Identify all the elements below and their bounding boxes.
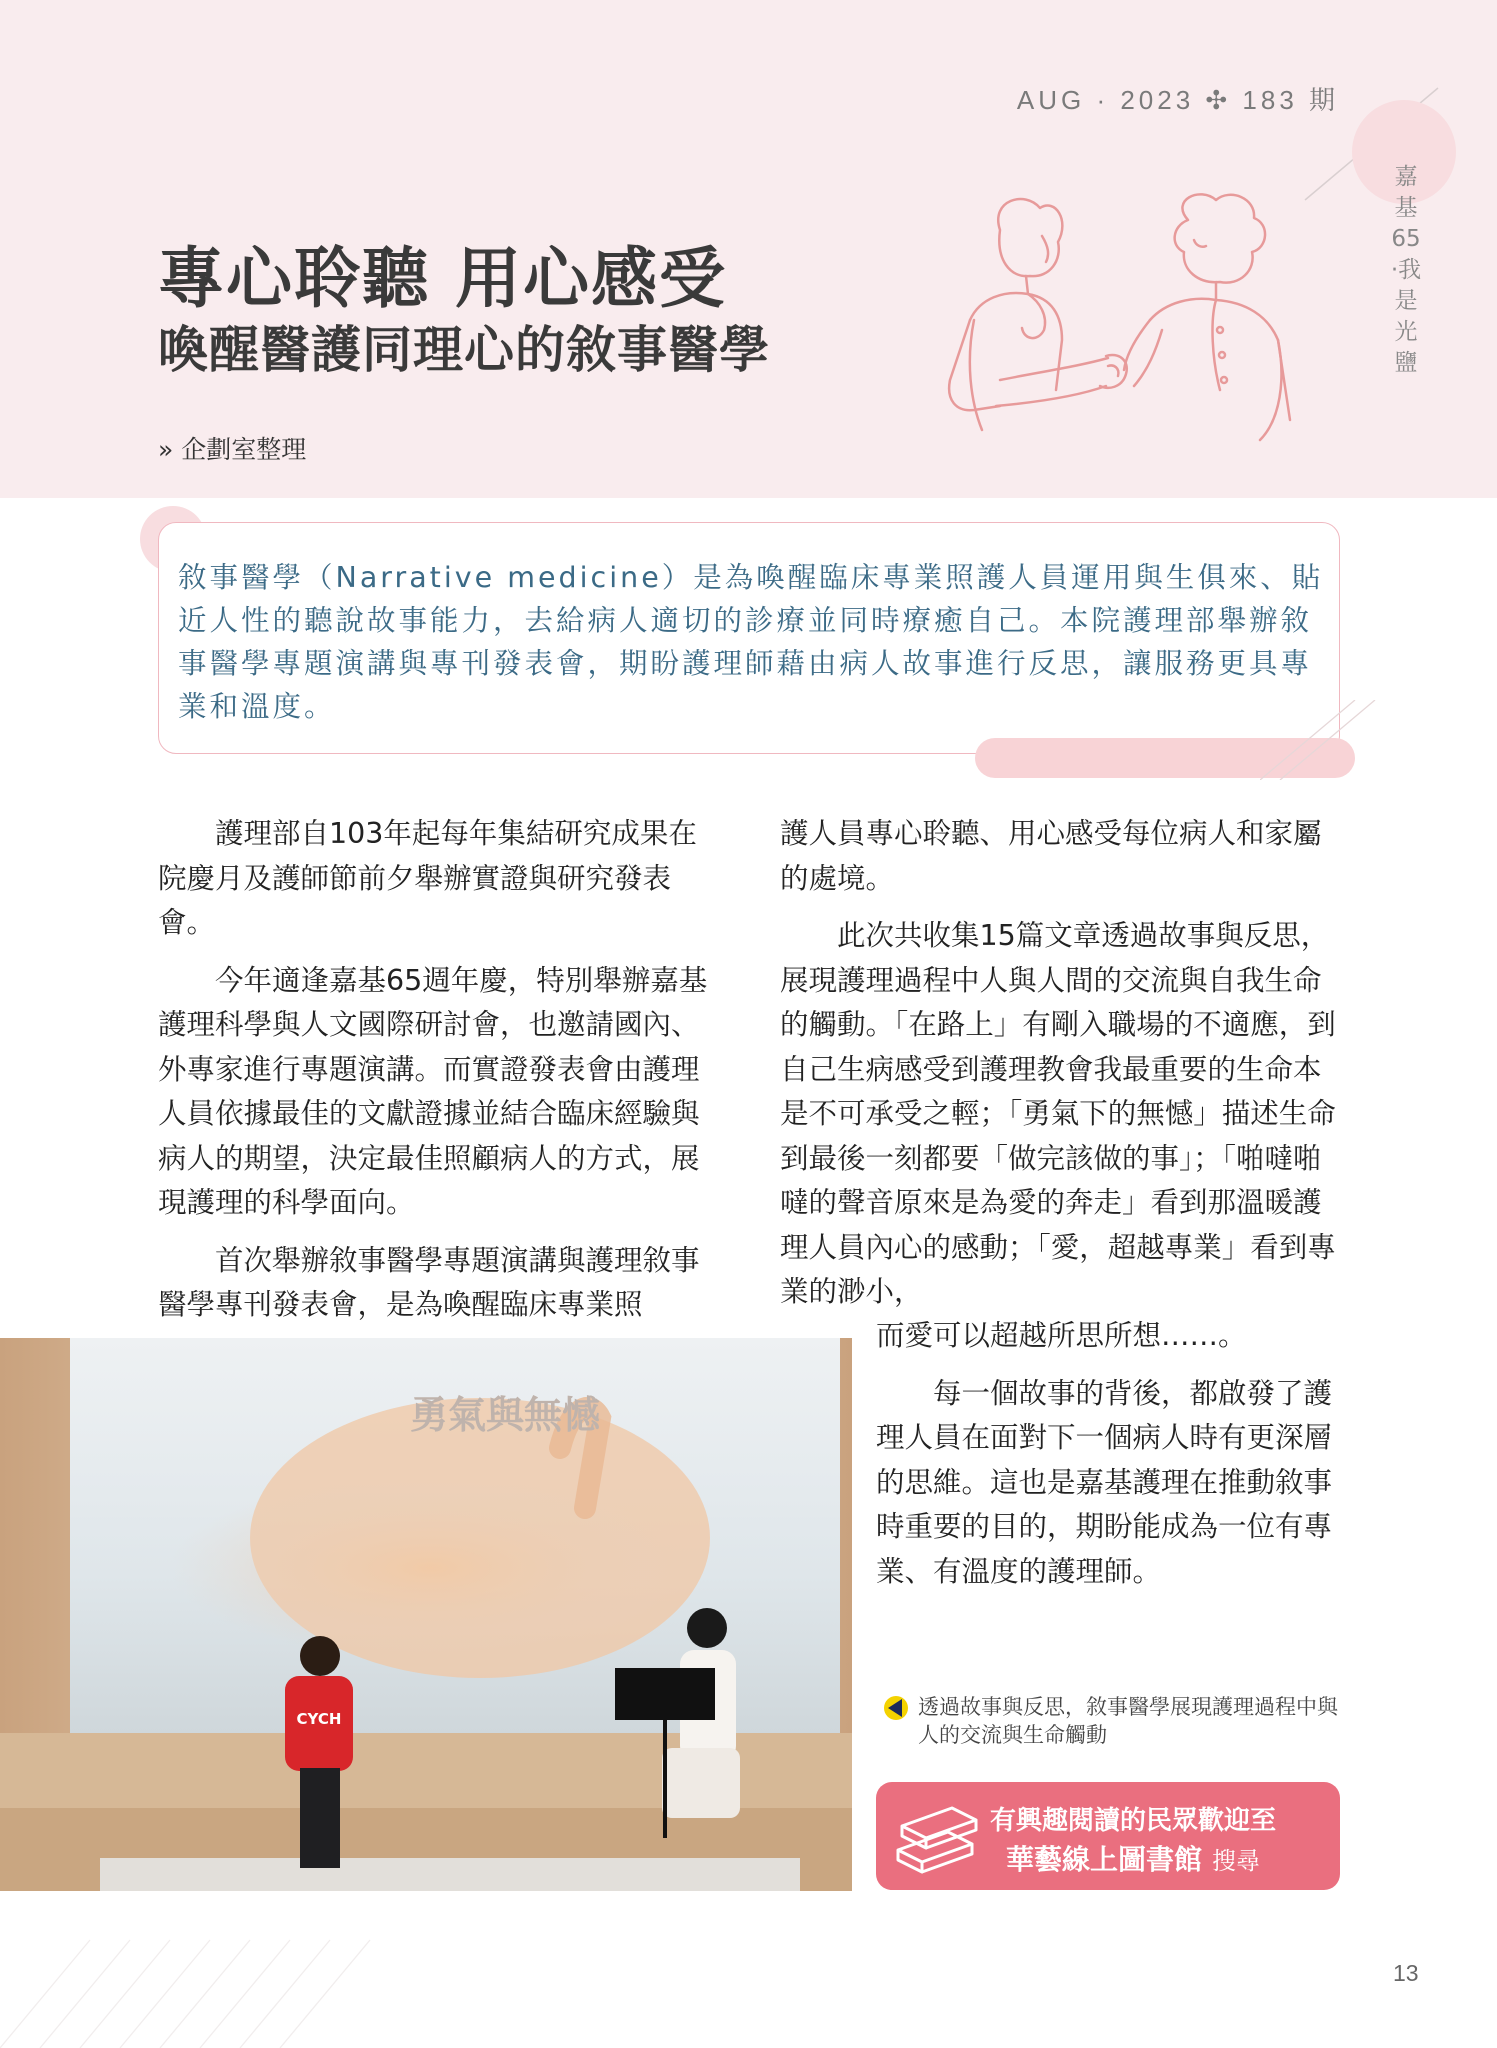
nurse-patient-illustration <box>930 190 1320 450</box>
body-paragraph: 此次共收集15篇文章透過故事與反思，展現護理過程中人與人間的交流與自我生命的觸動。「在路上」有剛入職場的不適應，到自己生病感受到護理教會我最重要的生命本是不可承受之輕；「勇氣下的無憾」描述生命到最後一刻都要「做完該做的事」；「啪噠啪噠的聲音原來是為愛的奔走」看到那溫暖護理人員內心的感動；「愛，超越專業」看到專業的渺小， <box>780 919 1336 1308</box>
body-paragraph: 護人員專心聆聽、用心感受每位病人和家屬的處境。 <box>780 817 1322 895</box>
event-photo <box>0 1338 852 1891</box>
caption-arrow-icon <box>888 1699 902 1717</box>
banner-library-name: 華藝線上圖書館 <box>1006 1843 1203 1876</box>
photo-screen-text: 勇氣與無憾 <box>409 1393 601 1437</box>
body-paragraph: 每一個故事的背後，都啟發了護理人員在面對下一個病人時有更深層的思維。這也是嘉基護理在推動敘事時重要的目的，期盼能成為一位有專業、有溫度的護理師。 <box>876 1376 1333 1588</box>
books-icon <box>892 1796 984 1880</box>
byline: » 企劃室整理 <box>158 435 307 464</box>
library-banner <box>876 1782 1340 1890</box>
banner-text-line1: 有興趣閱讀的民眾歡迎至 <box>990 1806 1277 1836</box>
bottom-decoration <box>0 1880 900 2048</box>
banner-search-label: 搜尋 <box>1212 1847 1261 1875</box>
photo-shirt-text: CYCH <box>296 1710 342 1728</box>
banner-text-line2 <box>1006 1838 1260 1878</box>
photo-caption: 透過故事與反思，敘事醫學展現護理過程中與人的交流與生命觸動 <box>918 1695 1338 1747</box>
body-paragraph: 今年適逢嘉基65週年慶，特別舉辦嘉基護理科學與人文國際研討會，也邀請國內、外專家進行專題演講。而實證發表會由護理人員依據最佳的文獻證據並結合臨床經驗與病人的期望，決定最佳照顧病人的方式，展現護理的科學面向。 <box>158 963 708 1219</box>
body-paragraph: 首次舉辦敘事醫學專題演講與護理敘事醫學專刊發表會，是為喚醒臨床專業照 <box>158 1243 700 1321</box>
article-subtitle: 喚醒醫護同理心的敘事醫學 <box>158 320 770 379</box>
body-paragraph: 護理部自103年起每年集結研究成果在院慶月及護師節前夕舉辦實證與研究發表會。 <box>158 817 697 939</box>
page-number: 13 <box>1393 1960 1419 1986</box>
issue-label: AUG · 2023 ✣ 183 期 <box>1016 85 1339 115</box>
body-column-right-lower <box>876 1314 1340 1607</box>
body-column-left <box>158 812 718 1341</box>
section-vertical-label: 嘉基65·我是光鹽 <box>1390 164 1422 376</box>
deco-lines <box>1260 700 1380 780</box>
body-column-right <box>780 812 1340 1328</box>
body-paragraph: 而愛可以超越所思所想……。 <box>876 1319 1247 1352</box>
intro-paragraph: 敘事醫學（Narrative medicine）是為喚醒臨床專業照護人員運用與生俱來、貼近人性的聽說故事能力，去給病人適切的診療並同時療癒自己。本院護理部舉辦敘事醫學專題演講與專刊發表會，期盼護理師藉由病人故事進行反思，讓服務更具專業和溫度。 <box>178 561 1324 723</box>
article-title: 專心聆聽 用心感受 <box>158 239 727 317</box>
